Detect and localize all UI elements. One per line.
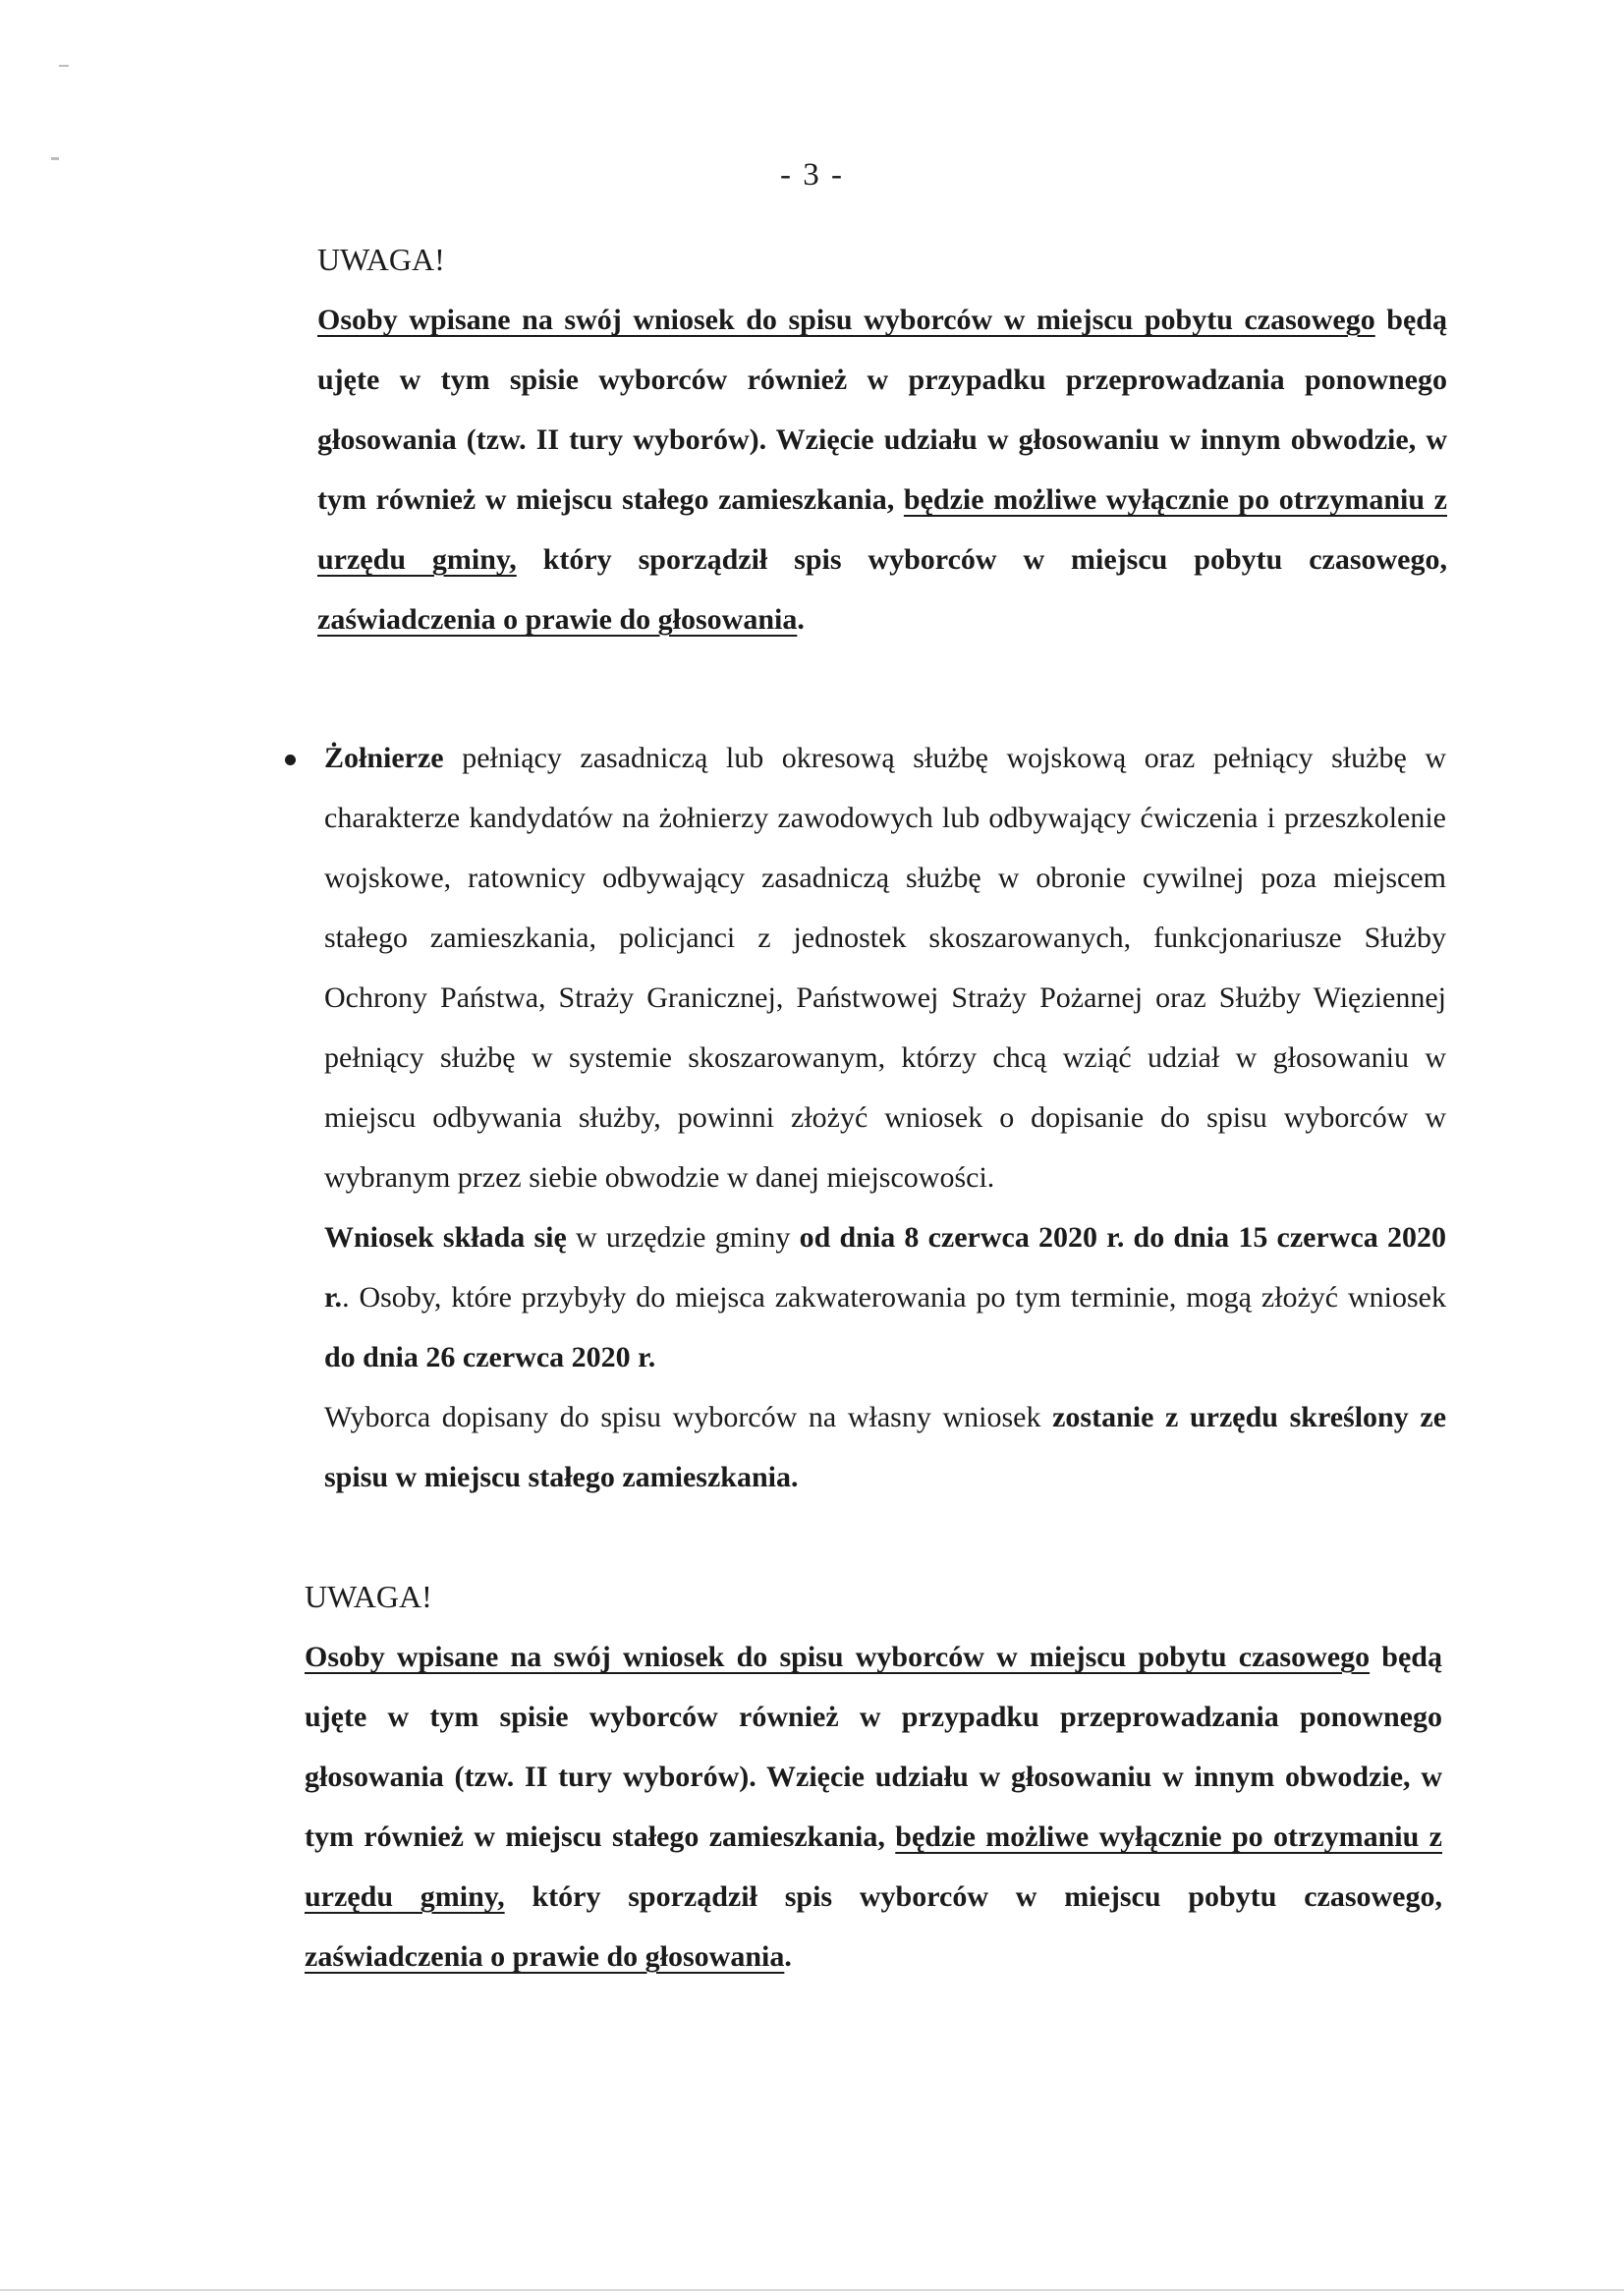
soldiers-bullet — [324, 728, 1446, 1507]
page-bottom-edge — [0, 2289, 1624, 2291]
voter-bold: zostanie z urzędu skreślony ze spisu w miejscu stałego zamieszkania. — [324, 1401, 1447, 1493]
voter-text: Wyborca dopisany do spisu wyborców na własny wniosek — [324, 1401, 1053, 1433]
bullet-icon — [285, 755, 296, 765]
warning-text: będą ujęte w tym spisie wyborców również w przypadku przeprowadzania ponownego głosowania (tzw. II tury wyborów). Wzięcie udziału w głosowaniu w innym obwodzie, w tym również w miejscu stałego zamieszkania, — [305, 1641, 1442, 1853]
page-number: - 3 - — [780, 157, 844, 193]
deadline-final-date: do dnia 26 czerwca 2020 r. — [324, 1341, 656, 1373]
warning-heading: UWAGA! — [317, 242, 445, 277]
deadline-text: . Osoby, które przybyły do miejsca zakwaterowania po tym terminie, mogą złożyć wniosek — [342, 1281, 1446, 1314]
warning-text: który sporządził spis wyborców w miejscu pobytu czasowego, — [516, 543, 1447, 576]
scan-speck — [59, 65, 69, 67]
warning-text: będą ujęte w tym spisie wyborców również w przypadku przeprowadzania ponownego głosowania (tzw. II tury wyborów). Wzięcie udziału w głosowaniu w innym obwodzie, w tym również w miejscu stałego zamieszkania, — [317, 304, 1447, 516]
deadline-bold: Wniosek składa się — [324, 1221, 567, 1254]
warning-lead-underlined: Osoby wpisane na swój wniosek do spisu wyborców w miejscu pobytu czasowego — [317, 304, 1375, 336]
warning-paragraph — [317, 290, 1447, 649]
soldiers-lead: Żołnierze — [324, 742, 444, 774]
warning-underlined-condition: będzie możliwe wyłącznie po otrzymaniu z urzędu gminy, — [305, 1820, 1442, 1913]
warning-end: . — [797, 603, 805, 636]
warning-lead-underlined: Osoby wpisane na swój wniosek do spisu wyborców w miejscu pobytu czasowego — [305, 1641, 1371, 1673]
warning-underlined-condition: będzie możliwe wyłącznie po otrzymaniu z urzędu gminy, — [317, 483, 1447, 576]
warning-text: który sporządził spis wyborców w miejscu pobytu czasowego, — [504, 1880, 1442, 1913]
warning-end: . — [784, 1940, 792, 1973]
warning-block-2 — [305, 1567, 1442, 1987]
warning-underlined-certificate: zaświadczenia o prawie do głosowania — [305, 1940, 785, 1973]
soldiers-paragraph — [324, 728, 1446, 1207]
deadline-paragraph — [324, 1207, 1446, 1387]
deadline-text: w urzędzie gminy — [566, 1221, 800, 1254]
warning-underlined-certificate: zaświadczenia o prawie do głosowania — [317, 603, 798, 636]
warning-block-1 — [317, 230, 1447, 649]
warning-paragraph — [305, 1627, 1442, 1987]
warning-heading: UWAGA! — [305, 1579, 432, 1614]
voter-paragraph — [324, 1387, 1446, 1507]
deadline-dates: od dnia 8 czerwca 2020 r. do dnia 15 czerwca 2020 r. — [324, 1221, 1447, 1314]
soldiers-text: pełniący zasadniczą lub okresową służbę wojskową oraz pełniący służbę w charakterze kandydatów na żołnierzy zawodowych lub odbywający ćwiczenia i przeszkolenie wojskowe, ratownicy odbywający zasadniczą służbę w obronie cywilnej poza miejscem stałego zamieszkania, policjanci z jednostek skoszarowanych, funkcjonariusze Służby Ochrony Państwa, Straży Granicznej, Państwowej Straży Pożarnej oraz Służby Więziennej pełniący służbę w systemie skoszarowanym, którzy chcą wziąć udział w głosowaniu w miejscu odbywania służby, powinni złożyć wniosek o dopisanie do spisu wyborców w wybranym przez siebie obwodzie w danej miejscowości. — [324, 742, 1446, 1194]
